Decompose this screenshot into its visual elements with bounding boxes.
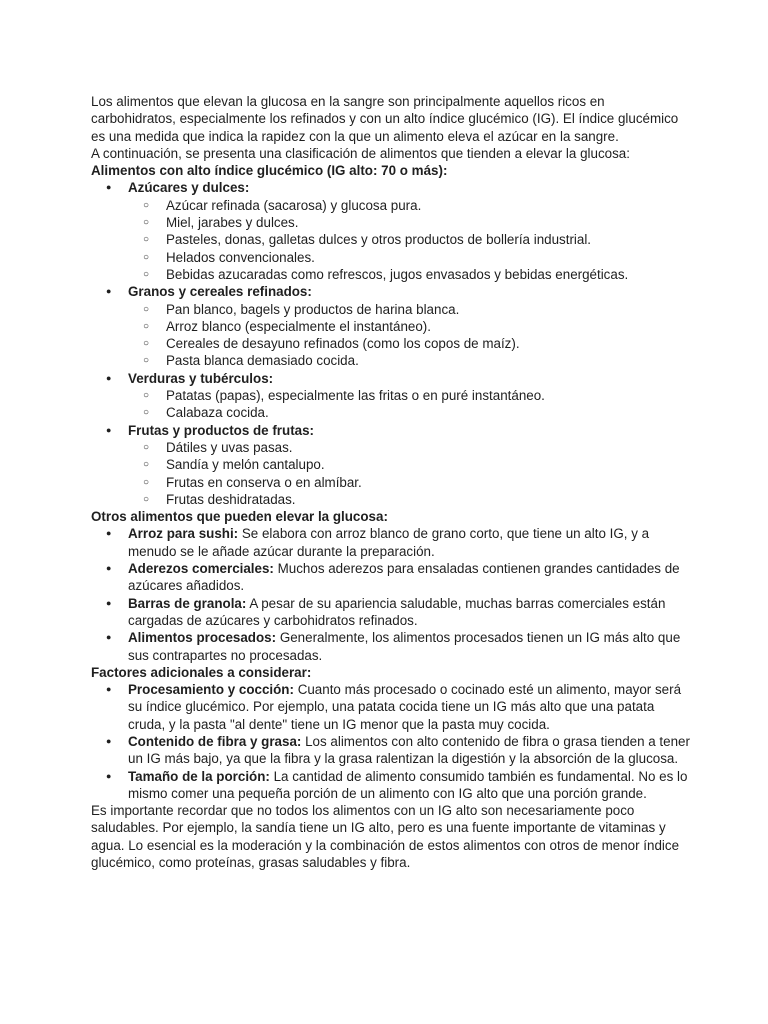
group-sublist — [128, 439, 691, 508]
group-sublist — [128, 387, 691, 422]
list-item: ○ Dátiles y uvas pasas. — [91, 439, 691, 456]
item-term: Contenido de fibra y grasa: — [128, 733, 302, 749]
document-body — [91, 93, 691, 871]
group-title: Verduras y tubérculos: — [128, 370, 274, 386]
item-text: Cuanto más procesado o cocinado esté un alimento, mayor será su índice glucémico. Por ejemplo, una patata cocida tiene un IG más alto que una patata cruda, y la pasta "al dente" tiene un IG menor que la pasta muy cocida. — [128, 682, 682, 732]
list-item: ○ Pan blanco, bagels y productos de harina blanca. — [91, 301, 691, 318]
group-item-grains — [91, 283, 691, 369]
item-term: Alimentos procesados: — [128, 630, 277, 646]
list-item: ○ Sandía y melón cantalupo. — [91, 456, 691, 473]
list-item: ○ Arroz blanco (especialmente el instantáneo). — [91, 318, 691, 335]
list-item: ○ Pasteles, donas, galletas dulces y otros productos de bollería industrial. — [91, 231, 691, 248]
group-title: Granos y cereales refinados: — [128, 284, 312, 300]
list-item: ○ Azúcar refinada (sacarosa) y glucosa pura. — [91, 197, 691, 214]
list-item: ○ Patatas (papas), especialmente las fritas o en puré instantáneo. — [91, 387, 691, 404]
list-item — [91, 595, 691, 630]
list-item: ○ Bebidas azucaradas como refrescos, jugos envasados y bebidas energéticas. — [91, 266, 691, 283]
group-sublist — [128, 301, 691, 370]
group-sublist — [128, 197, 691, 283]
list-item — [91, 525, 691, 560]
item-text: Los alimentos con alto contenido de fibra o grasa tienden a tener un IG más bajo, ya que la fibra y la grasa ralentizan la digestión y la absorción de la glucosa. — [128, 733, 690, 767]
list-item: ○ Cereales de desayuno refinados (como los copos de maíz). — [91, 335, 691, 352]
list-item: ○ Frutas deshidratadas. — [91, 491, 691, 508]
item-text: Generalmente, los alimentos procesados tienen un IG más alto que sus contrapartes no procesadas. — [128, 630, 681, 663]
item-term: Aderezos comerciales: — [128, 561, 274, 577]
item-term: Barras de granola: — [128, 595, 247, 611]
other-foods-list — [91, 525, 691, 663]
section-heading-factors: Factores adicionales a considerar: — [91, 664, 312, 680]
list-item — [91, 629, 691, 664]
list-item: ○ Miel, jarabes y dulces. — [91, 214, 691, 231]
list-item: ○ Pasta blanca demasiado cocida. — [91, 352, 691, 369]
list-item: ○ Calabaza cocida. — [91, 404, 691, 421]
list-item — [91, 560, 691, 595]
intro-paragraph: Los alimentos que elevan la glucosa en la sangre son principalmente aquellos ricos en carbohidratos, especialmente los refinados y con un alto índice glucémico (IG). El índice glucémico es una medida que indica la rapidez con la que un alimento eleva el azúcar en la sangre. — [91, 94, 679, 144]
group-title: Azúcares y dulces: — [128, 180, 250, 196]
group-title: Frutas y productos de frutas: — [128, 422, 315, 438]
list-item — [91, 733, 691, 768]
section-heading-high-gi: Alimentos con alto índice glucémico (IG alto: 70 o más): — [91, 163, 448, 179]
item-text: Muchos aderezos para ensaladas contienen grandes cantidades de azúcares añadidos. — [128, 561, 680, 594]
item-term: Arroz para sushi: — [128, 526, 239, 542]
factors-list — [91, 681, 691, 802]
group-item-vegetables — [91, 370, 691, 422]
list-item — [91, 681, 691, 733]
item-term: Tamaño de la porción: — [128, 768, 270, 784]
list-item: ○ Frutas en conserva o en almíbar. — [91, 474, 691, 491]
conclusion-paragraph: Es importante recordar que no todos los alimentos con un IG alto son necesariamente poco saludables. Por ejemplo, la sandía tiene un IG alto, pero es una fuente importante de vitaminas y agua. Lo esencial es la moderación y la combinación de estos alimentos con otros de menor índice glucémico, como proteínas, grasas saludables y fibra. — [91, 803, 680, 871]
group-item-fruits — [91, 422, 691, 508]
list-item — [91, 768, 691, 803]
intro-lead-paragraph: A continuación, se presenta una clasificación de alimentos que tienden a elevar la glucosa: — [91, 145, 630, 161]
high-gi-group-list — [91, 179, 691, 508]
section-heading-other-foods: Otros alimentos que pueden elevar la glucosa: — [91, 509, 388, 525]
item-text: La cantidad de alimento consumido también es fundamental. No es lo mismo comer una pequeña porción de un alimento con IG alto que una porción grande. — [128, 768, 688, 801]
group-item-sugars — [91, 179, 691, 283]
item-text: A pesar de su apariencia saludable, muchas barras comerciales están cargadas de azúcares y carbohidratos refinados. — [128, 595, 666, 628]
list-item: ○ Helados convencionales. — [91, 249, 691, 266]
item-term: Procesamiento y cocción: — [128, 682, 294, 698]
item-text: Se elabora con arroz blanco de grano corto, que tiene un alto IG, y a menudo se le añade azúcar durante la preparación. — [128, 526, 650, 559]
